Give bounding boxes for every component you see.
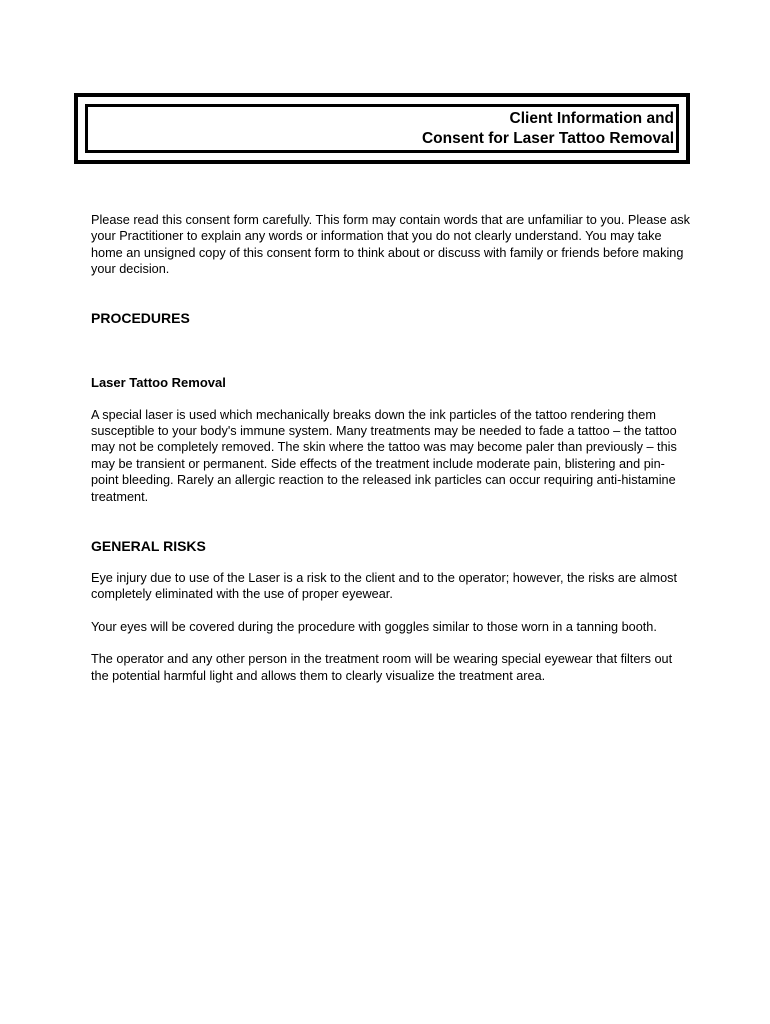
risk-paragraph-operator-eyewear: The operator and any other person in the treatment room will be wearing special eyewear that filters out the potential harmful light and allows them to clearly visualize the treatment area. — [91, 652, 673, 683]
document-body — [91, 212, 691, 684]
title-box-inner-border — [85, 104, 679, 153]
risk-paragraph-goggles: Your eyes will be covered during the procedure with goggles similar to those worn in a tanning booth. — [91, 619, 657, 634]
procedure-description: A special laser is used which mechanically breaks down the ink particles of the tattoo rendering them susceptible to your body's immune system. Many treatments may be needed to fade a tattoo – the tattoo may not be completely removed. The skin where the tattoo was may become paler than previously – this may be transient or permanent. Side effects of the treatment include moderate pain, blistering and pin-point bleeding. Rarely an allergic reaction to the released ink particles can occur requiring anti-histamine treatment. — [91, 407, 677, 504]
document-title — [422, 109, 674, 149]
title-line-1: Client Information and — [509, 110, 674, 127]
title-line-2: Consent for Laser Tattoo Removal — [421, 130, 674, 147]
procedures-heading: PROCEDURES — [91, 309, 190, 326]
title-box — [74, 93, 690, 164]
general-risks-heading: GENERAL RISKS — [91, 538, 206, 555]
laser-tattoo-removal-subheading: Laser Tattoo Removal — [91, 374, 226, 390]
intro-paragraph: Please read this consent form carefully. This form may contain words that are unfamiliar to you. Please ask your Practitioner to explain any words or information that you do not clearly understand. You may take home an unsigned copy of this consent form to think about or discuss with family or friends before making your decision. — [91, 213, 690, 277]
risk-paragraph-eye-injury: Eye injury due to use of the Laser is a risk to the client and to the operator; however, the risks are almost completely eliminated with the use of proper eyewear. — [91, 571, 678, 602]
